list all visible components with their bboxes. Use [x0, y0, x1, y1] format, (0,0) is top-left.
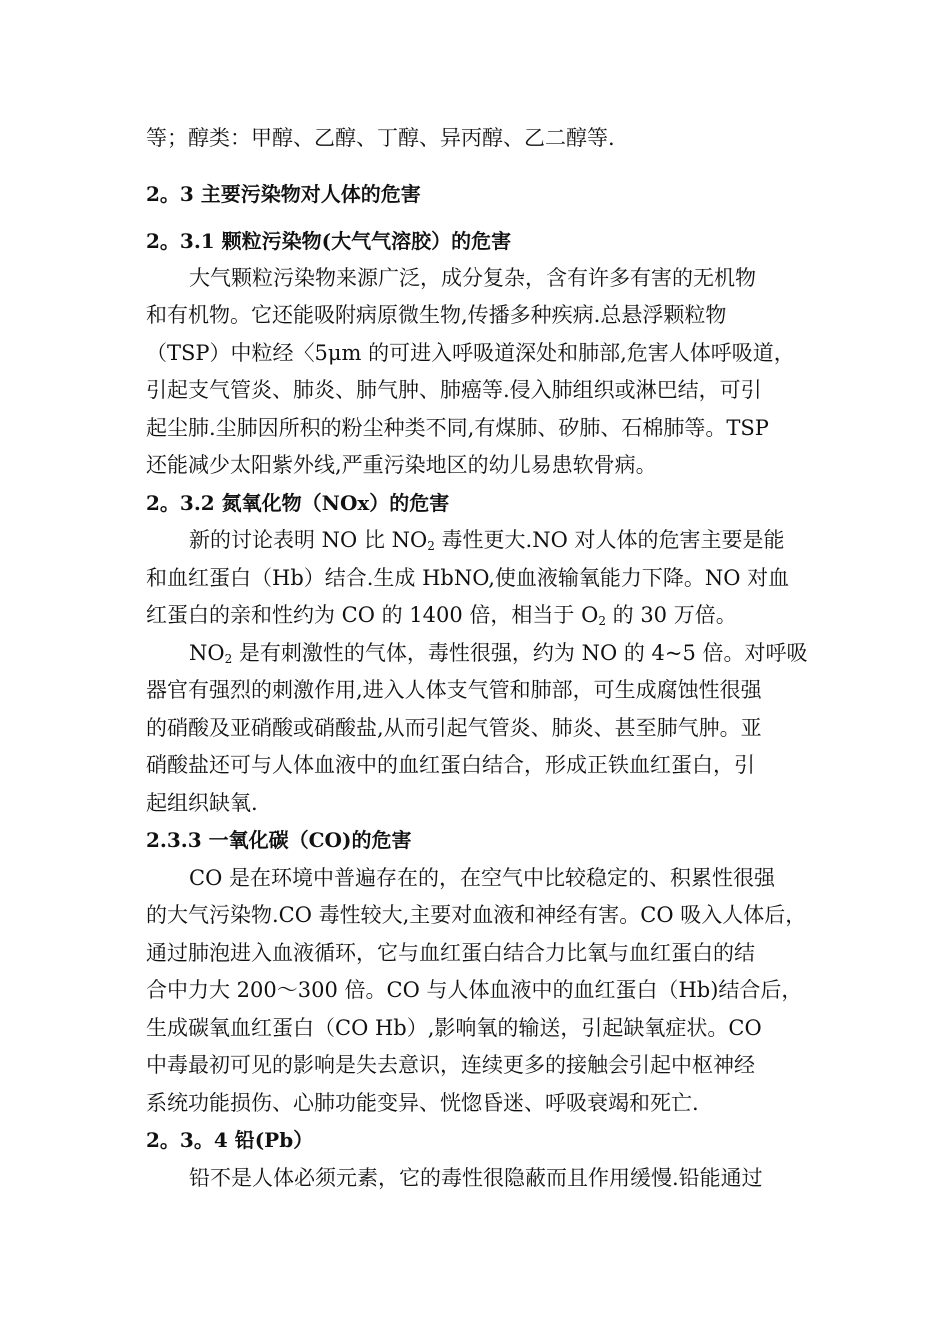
heading-2-3: 2。3 主要污染物对人体的危害 — [146, 182, 421, 206]
paragraph-line: 的硝酸及亚硝酸或硝酸盐,从而引起气管炎、肺炎、甚至肺气肿。亚 — [146, 716, 762, 740]
heading-2-3-4: 2。3。4 铅(Pb） — [146, 1128, 314, 1152]
paragraph-line: 起尘肺.尘肺因所积的粉尘种类不同,有煤肺、矽肺、石棉肺等。TSP — [146, 416, 769, 440]
subscript: 2 — [224, 652, 233, 666]
text-run: 新的讨论表明 NO 比 NO — [189, 528, 428, 552]
paragraph-line: 合中力大 200～300 倍。CO 与人体血液中的血红蛋白（Hb)结合后， — [146, 978, 803, 1002]
paragraph-line: 和血红蛋白（Hb）结合.生成 HbNO,使血液输氧能力下降。NO 对血 — [146, 566, 790, 590]
paragraph-line: （TSP）中粒经〈5μm 的可进入呼吸道深处和肺部,危害人体呼吸道， — [146, 341, 795, 365]
paragraph-line: 引起支气管炎、肺炎、肺气肿、肺癌等.侵入肺组织或淋巴结，可引 — [146, 378, 762, 402]
text-run: 是有刺激性的气体，毒性很强，约为 NO 的 4~5 倍。对呼吸 — [232, 641, 808, 665]
paragraph-line — [146, 601, 737, 629]
subscript: 2 — [598, 614, 606, 628]
paragraph-line: 还能减少太阳紫外线,严重污染地区的幼儿易患软骨病。 — [146, 453, 657, 477]
paragraph-line — [189, 639, 808, 667]
text-run: NO — [189, 641, 225, 665]
paragraph-line: 通过肺泡进入血液循环，它与血红蛋白结合力比氧与血红蛋白的结 — [146, 941, 755, 965]
intro-line: 等；醇类：甲醇、乙醇、丁醇、异丙醇、乙二醇等. — [146, 126, 615, 150]
paragraph-line: 系统功能损伤、心肺功能变异、恍惚昏迷、呼吸衰竭和死亡. — [146, 1091, 699, 1115]
paragraph-line: 中毒最初可见的影响是失去意识，连续更多的接触会引起中枢神经 — [146, 1053, 755, 1077]
paragraph-line: 的大气污染物.CO 毒性较大,主要对血液和神经有害。CO 吸入人体后， — [146, 903, 807, 927]
paragraph-line: 铅不是人体必须元素，它的毒性很隐蔽而且作用缓慢.铅能通过 — [189, 1166, 763, 1190]
text-run: 红蛋白的亲和性约为 CO 的 1400 倍，相当于 O — [146, 603, 599, 627]
paragraph-line: CO 是在环境中普遍存在的，在空气中比较稳定的、积累性很强 — [189, 866, 775, 890]
subscript: 2 — [427, 539, 435, 553]
paragraph-line: 和有机物。它还能吸附病原微生物,传播多种疾病.总悬浮颗粒物 — [146, 303, 727, 327]
text-run: 毒性更大.NO 对人体的危害主要是能 — [434, 528, 785, 552]
heading-2-3-2: 2。3.2 氮氧化物（NOx）的危害 — [146, 491, 450, 515]
paragraph-line: 器官有强烈的刺激作用,进入人体支气管和肺部，可生成腐蚀性很强 — [146, 678, 762, 702]
heading-2-3-1: 2。3.1 颗粒污染物(大气气溶胶）的危害 — [146, 229, 512, 253]
paragraph-line: 生成碳氧血红蛋白（CO Hb）,影响氧的输送，引起缺氧症状。CO — [146, 1016, 762, 1040]
paragraph-line: 硝酸盐还可与人体血液中的血红蛋白结合，形成正铁血红蛋白，引 — [146, 753, 755, 777]
paragraph-line: 起组织缺氧. — [146, 791, 258, 815]
paragraph-line: 大气颗粒污染物来源广泛，成分复杂，含有许多有害的无机物 — [189, 266, 756, 290]
paragraph-line — [189, 526, 784, 554]
heading-2-3-3: 2.3.3 一氧化碳（CO)的危害 — [146, 828, 412, 852]
text-run: 的 30 万倍。 — [605, 603, 737, 627]
